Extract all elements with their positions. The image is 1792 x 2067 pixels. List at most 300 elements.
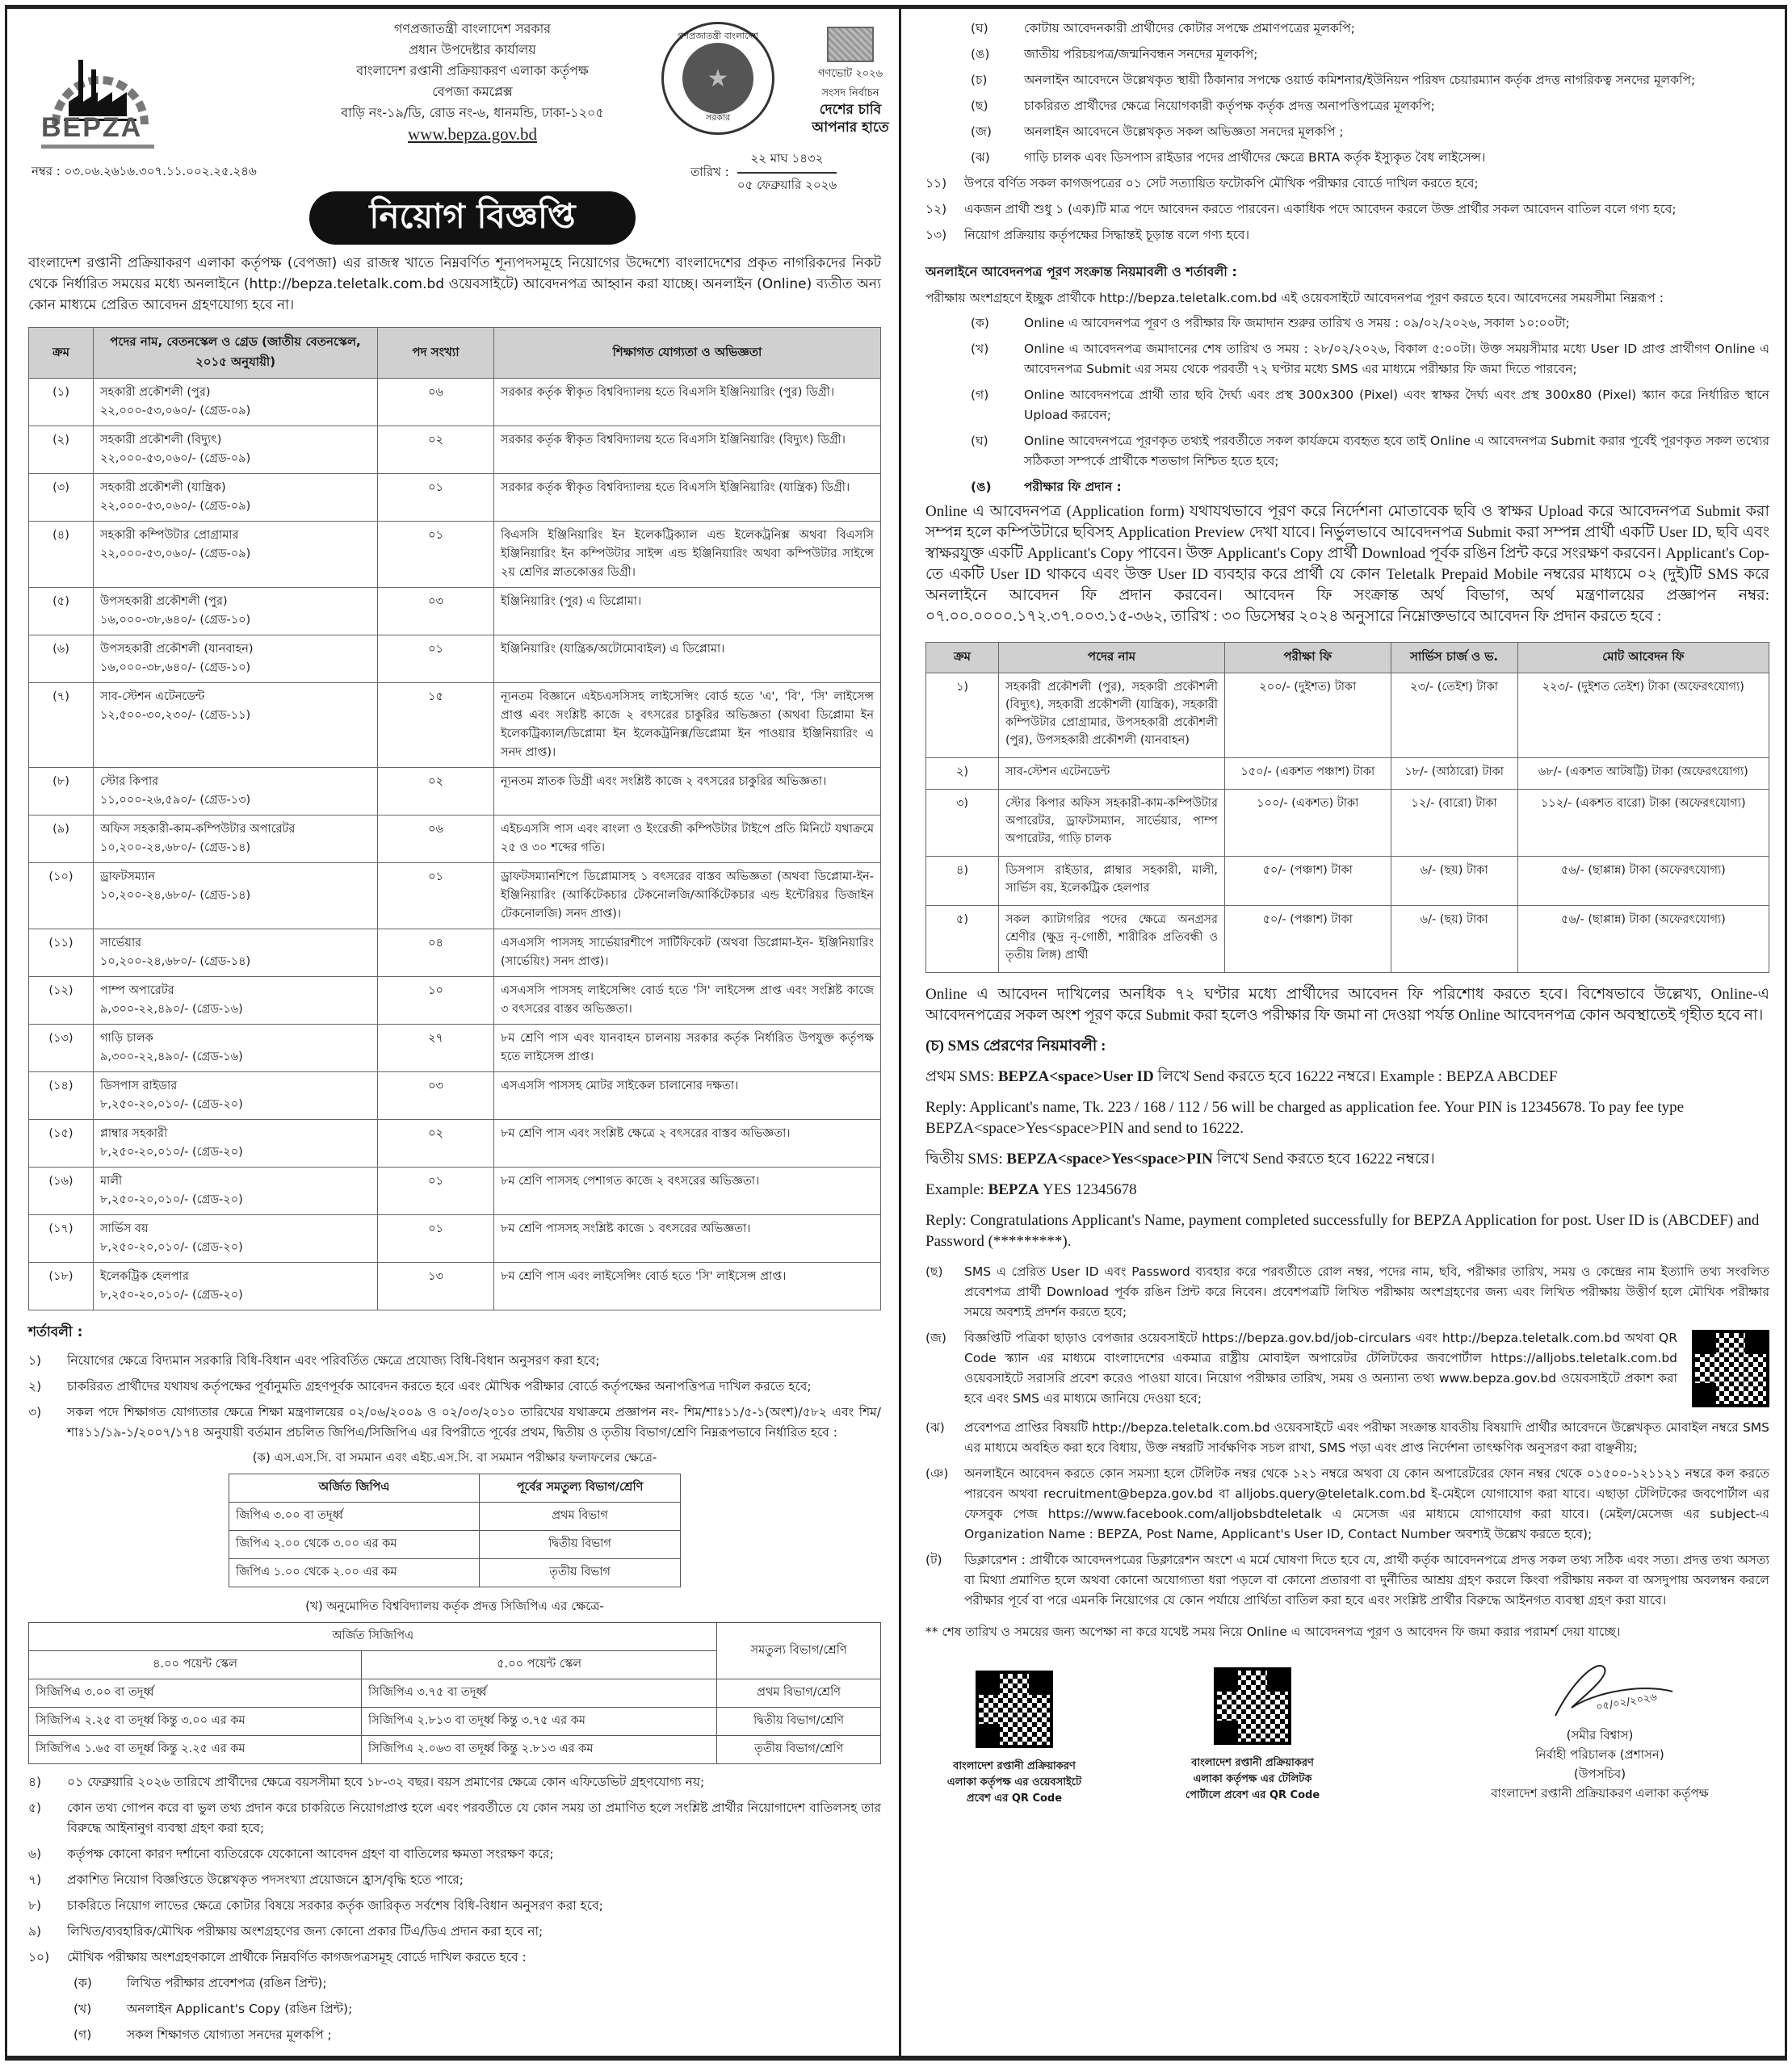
sms-first: প্রথম SMS: BEPZA<space>User ID লিখে Send করতে হবে 16222 নম্বরে। Example : BEPZA ABCDEF	[925, 1068, 1558, 1085]
table-row	[229, 1531, 681, 1559]
item-number: ১৩)	[925, 228, 947, 242]
sms-second-command: BEPZA<space>Yes<space>PIN	[1006, 1151, 1213, 1168]
list-item	[971, 313, 1769, 333]
post-qualification: ন্যূনতম বিজ্ঞানে এইচএসসিসহ লাইসেন্সিং বোর্ড হতে 'এ', 'বি', 'সি' লাইসেন্স প্রাপ্ত এবং সংশ্লিষ্ট কাজে ২ বৎসরের চাকুরির অভিজ্ঞতা (অথবা ডিপ্লোমা ইন ইলেকট্রিক্যাল/ডিপ্লোমা ইন ইলেকট্রনিক্স/ডিপ্লোমা ইন পাওয়ার ইঞ্জিনিয়ারিং এ সনদ প্রাপ্ত)।	[494, 683, 881, 768]
table-row	[229, 1503, 681, 1531]
list-item	[971, 148, 1769, 168]
post-name: স্টোর কিপার	[100, 775, 159, 788]
list-item	[971, 122, 1769, 142]
fee-col-post: পদের নাম	[999, 643, 1225, 673]
fee-col-exam: পরীক্ষা ফি	[1225, 643, 1391, 673]
posts-table	[28, 327, 881, 1310]
item-number: (ক)	[971, 316, 989, 330]
cgpa-5-scale: সিজিপিএ ২.৮১৩ বা তদূর্ধ্ব কিন্তু ৩.৭৫ এর কম	[362, 1708, 717, 1736]
item-text: একজন প্রার্থী শুধু ১ (এক)টি মাত্র পদে আবেদন করতে পারবেন। একাধিক পদে আবেদন করলে উক্ত প্রার্থীর সকল আবেদন বাতিল বলে গণ্য হবে;	[964, 202, 1677, 216]
list-item	[925, 1550, 1769, 1611]
exam-fee: ১৫০/- (একশত পঞ্চাশ) টাকা	[1225, 758, 1391, 790]
fee-serial: ২)	[926, 758, 999, 790]
table-row	[29, 1708, 881, 1736]
col-header-count: পদ সংখ্যা	[378, 328, 494, 379]
col-header-post: পদের নাম, বেতনস্কেল ও গ্রেড (জাতীয় বেতনস্কেল, ২০১৫ অনুযায়ী)	[94, 328, 378, 379]
item-number: (খ)	[971, 342, 989, 356]
job-circular-page	[5, 5, 1787, 2061]
sms-example: Example: BEPZA YES 12345678	[925, 1181, 1137, 1198]
fee-serial: ৪)	[926, 857, 999, 906]
item-number: (ক)	[73, 1976, 92, 1990]
logo-underline	[41, 145, 154, 149]
item-text: Online এ আবেদনপত্র পূরণ ও পরীক্ষার ফি জমাদান শুরুর তারিখ ও সময় : ০৯/০২/২০২৬, সকাল ১০:০০টা;	[1024, 316, 1570, 330]
sms-first-command: BEPZA<space>User ID	[997, 1068, 1154, 1085]
post-count: ০১	[378, 1215, 494, 1263]
online-rules-list	[925, 313, 1769, 472]
post-name-cell	[94, 522, 378, 588]
post-qualification: ইঞ্জিনিয়ারিং (পুর) এ ডিপ্লোমা।	[494, 588, 881, 635]
post-name-cell	[94, 588, 378, 635]
sms-reply-2: Reply: Congratulations Applicant's Name, payment completed successfully for BEPZA Application for post. User ID is (ABCDEF) and Password (*********).	[925, 1212, 1760, 1250]
item-number: (খ)	[73, 2002, 92, 2016]
item-text: নিয়োগের ক্ষেত্রে বিদ্যমান সরকারি বিধি-বিধান এবং পরিবর্তিত ক্ষেত্রে প্রযোজ্য বিধি-বিধান অনুসরণ করা হবে;	[67, 1353, 600, 1368]
item-number: (ঘ)	[971, 21, 988, 36]
post-serial: (২)	[29, 426, 94, 474]
bangladesh-map-icon: ★	[682, 43, 753, 114]
item-text: চাকরিতে নিয়োগ লাভের ক্ষেত্রে কোটার বিষয়ে সরকার কর্তৃক জারিকৃত সর্বশেষ বিধি-বিধান অনুসরণ করা হবে;	[67, 1898, 603, 1913]
exam-fee: ১০০/- (একশত) টাকা	[1225, 790, 1391, 857]
post-name: ড্রাফটসম্যান	[100, 870, 156, 883]
post-qualification: এসএসসি পাসসহ সার্ভেয়ারশীপে সার্টিফিকেট (অথবা ডিপ্লোমা-ইন- ইঞ্জিনিয়ারিং (সার্ভেয়িং) সনদ প্রাপ্ত)।	[494, 929, 881, 977]
seal-top-text: গণপ্রজাতন্ত্রী বাংলাদেশ	[678, 31, 758, 41]
cgpa-5-scale-header: ৫.০০ পয়েন্ট স্কেল	[362, 1651, 717, 1679]
list-item	[28, 1798, 881, 1838]
memo-number: নম্বর : ০৩.০৬.২৬১৬.৩০৭.১১.০০২.২৫.২৪৬	[31, 164, 257, 178]
list-item	[925, 1464, 1769, 1545]
item-text: সকল শিক্ষাগত যোগ্যতা সনদের মূলকপি ;	[127, 2027, 332, 2042]
item-number: (ট)	[925, 1553, 942, 1567]
list-item	[925, 199, 1769, 220]
list-item	[971, 339, 1769, 379]
cgpa-division: প্রথম বিভাগ/শ্রেণি	[717, 1679, 881, 1708]
job-circular-qr-code-icon[interactable]	[1692, 1330, 1769, 1407]
online-heading: অনলাইনে আবেদনপত্র পূরণ সংক্রান্ত নিয়মাবলী ও শর্তাবলী :	[925, 264, 1237, 279]
post-qualification: এসএসসি পাসসহ মোটর সাইকেল চালানোর দক্ষতা।	[494, 1072, 881, 1120]
item-number: (ঝ)	[925, 1420, 945, 1435]
post-name: সহকারী প্রকৌশলী (বিদ্যুৎ)	[100, 434, 222, 447]
post-name-cell	[94, 768, 378, 815]
cgpa-4-scale: সিজিপিএ ৩.০০ বা তদূর্ধ্ব	[29, 1679, 362, 1708]
list-item	[925, 1418, 1769, 1458]
vote-slogan2: আপনার হাতে	[812, 119, 889, 136]
table-row	[29, 1072, 881, 1120]
item-number: (ঙ)	[971, 47, 990, 61]
post-qualification: সরকার কর্তৃক স্বীকৃত বিশ্ববিদ্যালয় হতে বিএসসি ইঞ্জিনিয়ারিং (বিদ্যুৎ) ডিগ্রী।	[494, 426, 881, 474]
item-text: লিখিত পরীক্ষার প্রবেশপত্র (রঙিন প্রিন্ট);	[127, 1976, 327, 1990]
post-name: মালী	[100, 1175, 123, 1188]
post-serial: (৬)	[29, 635, 94, 683]
post-qualification: ৮ম শ্রেণি পাস এবং সংশ্লিষ্ট ক্ষেত্রে ২ বৎসরের বাস্তব অভিজ্ঞতা।	[494, 1120, 881, 1168]
post-count: ০২	[378, 1120, 494, 1168]
total-fee: ৫৬/- (ছাপ্পান্ন) টাকা (অফেরৎযোগ্য)	[1517, 906, 1769, 973]
post-qualification: ৮ম শ্রেণি পাস এবং যানবাহন চালনায় সরকার কর্তৃক নির্ধারিত উপযুক্ত কর্তৃপক্ষ হতে লাইসেন্স প্রাপ্ত।	[494, 1025, 881, 1072]
post-qualification: ৮ম শ্রেণি পাসসহ পেশাগত কাজে ২ বৎসরের অভিজ্ঞতা।	[494, 1168, 881, 1215]
item-number: (ছ)	[971, 99, 988, 113]
total-fee: ১১২/- (একশত বারো) টাকা (অফেরৎযোগ্য)	[1517, 790, 1769, 857]
website-qr-block	[942, 1671, 1087, 1807]
terms-list	[28, 1351, 881, 1443]
item-number: (ছ)	[925, 1264, 943, 1279]
post-name: পাম্প অপারেটর	[100, 984, 174, 997]
post-name-cell	[94, 1120, 378, 1168]
sms-heading: (চ) SMS প্রেরণের নিয়মাবলী :	[925, 1038, 1106, 1054]
post-name-cell	[94, 929, 378, 977]
gpa-table	[229, 1474, 681, 1587]
post-count: ০৪	[378, 929, 494, 977]
gpa-division: দ্বিতীয় বিভাগ	[480, 1531, 681, 1559]
list-item	[971, 96, 1769, 116]
post-qualification: ন্যূনতম স্নাতক ডিগ্রী এবং সংশ্লিষ্ট কাজে ২ বৎসরের চাকুরির অভিজ্ঞতা।	[494, 768, 881, 815]
post-name-cell	[94, 683, 378, 768]
table-row	[29, 522, 881, 588]
organization-block	[230, 19, 715, 145]
cgpa-division: তৃতীয় বিভাগ/শ্রেণি	[717, 1736, 881, 1764]
list-item	[925, 1262, 1769, 1323]
total-fee: ৬৮/- (একশত আটষট্টি) টাকা (অফেরৎযোগ্য)	[1517, 758, 1769, 790]
pay-scale: ১০,২০০-২৪,৬৮০/- (গ্রেড-১৪)	[100, 955, 251, 968]
post-name: ইলেকট্রিক হেলপার	[100, 1270, 189, 1283]
documents-list	[28, 1973, 881, 2045]
date-bangla: ২২ মাঘ ১৪৩২	[737, 149, 837, 174]
service-charge: ২৩/- (তেইশ) টাকা	[1391, 673, 1517, 758]
fee-serial: ৫)	[926, 906, 999, 973]
header	[28, 9, 889, 251]
post-serial: (৩)	[29, 474, 94, 522]
post-name: উপসহকারী প্রকৌশলী (যানবাহন)	[100, 643, 254, 656]
service-charge: ৬/- (ছয়) টাকা	[1391, 857, 1517, 906]
list-item	[971, 431, 1769, 472]
post-name-cell	[94, 635, 378, 683]
item-number: ৯)	[28, 1924, 42, 1939]
vote-line1: গণভোট ২০২৬	[817, 68, 883, 80]
item-text: প্রকাশিত নিয়োগ বিজ্ঞপ্তিতে উল্লেখকৃত পদসংখ্যা প্রয়োজনে হ্রাস/বৃদ্ধি হতে পারে;	[67, 1872, 464, 1887]
signer-title: নির্বাহী পরিচালক (প্রশাসন)	[1535, 1747, 1664, 1762]
fee-posts: সহকারী প্রকৌশলী (পুর), সহকারী প্রকৌশলী (বিদ্যুৎ), সহকারী প্রকৌশলী (যান্ত্রিক), সহকারী কম্পিউটার প্রোগ্রামার, উপসহকারী প্রকৌশলী (পুর), উপসহকারী প্রকৌশলী (যানবাহন)	[999, 673, 1225, 758]
pay-scale: ১০,২০০-২৪,৬৮০/- (গ্রেড-১৪)	[100, 841, 251, 854]
pay-scale: ৮,২৫০-২০,০১০/- (গ্রেড-২০)	[100, 1098, 243, 1111]
table-row	[29, 1215, 881, 1263]
website-qr-caption: বাংলাদেশ রপ্তানী প্রক্রিয়াকরণ এলাকা কর্তৃপক্ষ এর ওয়েবসাইটে প্রবেশ এর QR Code	[946, 1760, 1082, 1805]
list-item	[925, 174, 1769, 194]
service-charge: ১৮/- (আঠারো) টাকা	[1391, 758, 1517, 790]
post-count: ০১	[378, 863, 494, 929]
item-number: ১০)	[28, 1950, 50, 1964]
item-number: (ঝ)	[971, 150, 990, 165]
table-row	[29, 588, 881, 635]
item-number: ২)	[28, 1379, 42, 1394]
list-item	[971, 70, 1769, 90]
gpa-range: জিপিএ ১.০০ থেকে ২.০০ এর কম	[229, 1559, 480, 1587]
item-number: (ঘ)	[971, 434, 988, 448]
post-name: অফিস সহকারী-কাম-কম্পিউটার অপারেটর	[100, 823, 296, 836]
item-text: জাতীয় পরিচয়পত্র/জন্মনিবন্ধন সনদের মূলকপি;	[1024, 47, 1258, 61]
post-name-cell	[94, 863, 378, 929]
cgpa-4-scale: সিজিপিএ ১.৬৫ বা তদূর্ধ্ব কিন্তু ২.২৫ এর কম	[29, 1736, 362, 1764]
pay-scale: ৮,২৫০-২০,০১০/- (গ্রেড-২০)	[100, 1241, 243, 1254]
fee-table	[925, 642, 1769, 973]
list-item	[28, 1402, 881, 1443]
item-text: উপরে বর্ণিত সকল কাগজপত্রের ০১ সেট সত্যায়িত ফটোকপি মৌখিক পরীক্ষার বোর্ডে দাখিল করতে হবে;	[964, 176, 1479, 191]
post-name-cell	[94, 426, 378, 474]
post-count: ০১	[378, 635, 494, 683]
post-serial: (১)	[29, 379, 94, 426]
post-name-cell	[94, 815, 378, 863]
list-item	[28, 1351, 881, 1371]
post-name-cell	[94, 379, 378, 426]
item-text: অনলাইন আবেদনে উল্লেখকৃত সকল অভিজ্ঞতা সনদের মূলকপি ;	[1024, 124, 1344, 139]
deadline-advice: ** শেষ তারিখ ও সময়ের জন্য অপেক্ষা না করে যথেষ্ট সময় নিয়ে Online এ আবেদনপত্র পূরণ ও আবেদন ফি জমা করার পরামর্শ দেয়া যাচ্ছে।	[925, 1625, 1621, 1639]
post-name-cell	[94, 1072, 378, 1120]
item-text: প্রবেশপত্র প্রাপ্তির বিষয়টি http://bepza.teletalk.com.bd ওয়েবসাইটে এবং পরীক্ষা সংক্রান্ত যাবতীয় বিষয়াদি প্রার্থীর আবেদনে উল্লেখকৃত মোবাইল নম্বরে SMS এর মাধ্যমে অবহিত করা হবে বিধায়, উক্ত নম্বরটি সার্বক্ষণিক সচল রাখা, SMS পড়া এবং প্রাপ্ত নির্দেশনা তাৎক্ষণিক অনুসরণ করা বাঞ্ছনীয়;	[964, 1420, 1769, 1455]
post-serial: (১৭)	[29, 1215, 94, 1263]
post-count: ১০	[378, 977, 494, 1025]
website-qr-code-icon[interactable]	[976, 1671, 1053, 1748]
gpa-header-equiv: পূর্বের সমতুল্য বিভাগ/শ্রেণি	[480, 1474, 681, 1503]
seal-bottom-text: সরকার	[705, 112, 731, 123]
item-number: ৮)	[28, 1898, 42, 1913]
list-item	[971, 44, 1769, 65]
list-item	[28, 1948, 881, 1968]
item-number: (চ)	[971, 73, 988, 87]
post-qualification: ইঞ্জিনিয়ারিং (যান্ত্রিক/অটোমোবাইল) এ ডিপ্লোমা।	[494, 635, 881, 683]
item-text: চাকরিরত প্রার্থীদের যথাযথ কর্তৃপক্ষের পূর্বানুমতি গ্রহণপূর্বক আবেদন করতে হবে এবং মৌখিক পরীক্ষার বোর্ডে কর্তৃপক্ষের অনাপত্তিপত্র দাখিল করতে হবে;	[67, 1379, 812, 1394]
post-name: গাড়ি চালক	[100, 1032, 153, 1045]
org-line: বাড়ি নং-১৯/ডি, রোড নং-৬, ধানমন্ডি, ঢাকা-১২০৫	[341, 105, 604, 120]
table-row	[29, 474, 881, 522]
signature-block	[1467, 1651, 1733, 1803]
signer-org: বাংলাদেশ রপ্তানী প্রক্রিয়াকরণ এলাকা কর্তৃপক্ষ	[1491, 1786, 1709, 1801]
list-item	[28, 1896, 881, 1916]
table-row	[926, 758, 1769, 790]
vote-line2: সংসদ নির্বাচন	[821, 87, 879, 99]
item-number: (গ)	[971, 388, 989, 402]
post-count: ০৬	[378, 815, 494, 863]
col-header-qualification: শিক্ষাগত যোগ্যতা ও অভিজ্ঞতা	[494, 328, 881, 379]
item-number: (জ)	[925, 1331, 946, 1345]
online-intro: পরীক্ষায় অংশগ্রহণে ইচ্ছুক প্রার্থীকে http://bepza.teletalk.com.bd এই ওয়েবসাইটে আবেদনপত্র পূরণ করতে হবে। আবেদনের সময়সীমা নিম্নরূপ :	[925, 291, 1664, 305]
cgpa-caption: (খ) অনুমোদিত বিশ্ববিদ্যালয় কর্তৃক প্রদত্ত সিজিপিএ এর ক্ষেত্রে-	[305, 1599, 604, 1613]
post-count: ০৬	[378, 379, 494, 426]
teletalk-qr-block	[1184, 1667, 1321, 1804]
fee-col-service: সার্ভিস চার্জ ও ভ.	[1391, 643, 1517, 673]
post-name: সহকারী কম্পিউটার প্রোগ্রামার	[100, 529, 239, 542]
list-item	[925, 1328, 1769, 1412]
pay-scale: ১১,০০০-২৬,৫৯০/- (গ্রেড-১৩)	[100, 794, 251, 807]
left-column	[7, 9, 899, 2056]
item-number: (গ)	[73, 2027, 92, 2042]
pay-scale: ১৬,০০০-৩৮,৬৪০/- (গ্রেড-১০)	[100, 661, 251, 674]
list-item	[28, 1870, 881, 1890]
post-serial: (১৪)	[29, 1072, 94, 1120]
post-count: ০২	[378, 426, 494, 474]
signer-rank: (উপসচিব)	[1573, 1767, 1626, 1781]
gpa-range: জিপিএ ২.০০ থেকে ৩.০০ এর কম	[229, 1531, 480, 1559]
post-count: ০৩	[378, 588, 494, 635]
signature-icon	[1467, 1651, 1733, 1725]
table-row	[29, 683, 881, 768]
gpa-division: প্রথম বিভাগ	[480, 1503, 681, 1531]
website-link[interactable]: www.bepza.gov.bd	[408, 124, 537, 144]
item-text: অনলাইন আবেদনে উল্লেখকৃত স্থায়ী ঠিকানার সপক্ষে ওয়ার্ড কমিশনার/ইউনিয়ন পরিষদ চেয়ারম্যান কর্তৃক প্রদত্ত নাগরিকত্ব সনদের মূলকপি;	[1024, 73, 1696, 87]
post-serial: (৭)	[29, 683, 94, 768]
item-text: ডিক্লারেশন : প্রার্থীকে আবেদনপত্রের ডিক্লারেশন অংশে এ মর্মে ঘোষণা দিতে হবে যে, প্রার্থী কর্তৃক আবেদনপত্রে প্রদত্ত সকল তথ্য সঠিক এবং সত্য। প্রদত্ত তথ্য অসত্য বা মিথ্যা প্রমাণিত হলে অথবা কোনো অযোগ্যতা ধরা পড়লে বা কোনো প্রতারণা বা দুর্নীতির আশ্রয় গ্রহণ করলে কিংবা পরীক্ষায় নকল বা অসদুপায় অবলম্বন করলে পরীক্ষার পূর্বে বা পরে এমনকি নিয়োগের যে কোন পর্যায়ে প্রার্থিতা বাতিল করা হবে এবং সংশ্লিষ্ট প্রার্থীর বিরুদ্ধে আইনগত ব্যবস্থা গ্রহণ করা যাবে।	[964, 1553, 1769, 1608]
post-qualification: সরকার কর্তৃক স্বীকৃত বিশ্ববিদ্যালয় হতে বিএসসি ইঞ্জিনিয়ারিং (পুর) ডিগ্রী।	[494, 379, 881, 426]
table-row	[29, 1120, 881, 1168]
list-item	[28, 1844, 881, 1864]
post-name-cell	[94, 1215, 378, 1263]
fee-col-serial: ক্রম	[926, 643, 999, 673]
item-text: মৌখিক পরীক্ষায় অংশগ্রহণকালে প্রার্থীকে নিম্নবর্ণিত কাগজপত্রসমূহ বোর্ডে দাখিল করতে হবে :	[67, 1950, 527, 1964]
table-row	[29, 1025, 881, 1072]
pay-scale: ১০,২০০-২৪,৬৮০/- (গ্রেড-১৪)	[100, 889, 251, 902]
post-name-cell	[94, 1025, 378, 1072]
col-header-serial: ক্রম	[29, 328, 94, 379]
post-serial: (১৫)	[29, 1120, 94, 1168]
item-number: (জ)	[971, 124, 992, 139]
item-text: অনলাইন Applicant's Copy (রঙিন প্রিন্ট);	[127, 2002, 353, 2016]
table-row	[926, 906, 1769, 973]
table-row	[29, 1736, 881, 1764]
pay-scale: ৮,২৫০-২০,০১০/- (গ্রেড-২০)	[100, 1193, 243, 1206]
item-text: নিয়োগ প্রক্রিয়ায় কর্তৃপক্ষের সিদ্ধান্তই চূড়ান্ত বলে গণ্য হবে।	[964, 228, 1250, 242]
list-item	[28, 1772, 881, 1792]
org-line: প্রধান উপদেষ্টার কার্যালয়	[409, 42, 536, 57]
table-row	[29, 1168, 881, 1215]
fee-posts: সাব-স্টেশন এটেনডেন্ট	[999, 758, 1225, 790]
post-qualification: বিএসসি ইঞ্জিনিয়ারিং ইন ইলেকট্রিক্যাল এন্ড ইলেকট্রনিক্স অথবা বিএসসি ইঞ্জিনিয়ারিং ইন কম্পিউটার সাইন্স এন্ড ইঞ্জিনিয়ারিং অথবা কম্পিউটার সাইন্সে ২য় শ্রেণির স্নাতকোত্তর ডিগ্রী।	[494, 522, 881, 588]
pay-scale: ২২,০০০-৫৩,০৬০/- (গ্রেড-০৯)	[100, 500, 251, 513]
table-row	[29, 863, 881, 929]
item-text: সকল পদে শিক্ষাগত যোগ্যতার ক্ষেত্রে শিক্ষা মন্ত্রণালয়ের ০২/০৬/২০০৯ ও ০২/০৩/২০১০ তারিখের যথাক্রমে প্রজ্ঞাপন নং- শিম/শাঃ১১/৫-১(অংশ)/৫৮২ এবং শিম/শাঃ১১/১৯-১/২০০৭/১৭৪ অনুযায়ী বর্তমান প্রচলিত জিপিএ/সিজিপিএ এর বিপরীতে পূর্বের প্রথম, দ্বিতীয় ও তৃতীয় বিভাগ/শ্রেণি নিম্নরূপভাবে নির্ধারিত হবে :	[67, 1405, 881, 1440]
intro-paragraph: বাংলাদেশ রপ্তানী প্রক্রিয়াকরণ এলাকা কর্তৃপক্ষ (বেপজা) এর রাজস্ব খাতে নিম্নবর্ণিত শূন্যপদসমূহে নিয়োগের উদ্দেশ্যে বাংলাদেশের প্রকৃত নাগরিকদের নিকট থেকে নির্ধারিত সময়ের মধ্যে অনলাইনে (http://bepza.teletalk.com.bd ওয়েবসাইটে) আবেদনপত্র আহ্বান করা যাচ্ছে। অনলাইন (Online) ব্যতীত অন্য কোন মাধ্যমে প্রেরিত আবেদন গ্রহণযোগ্য হবে না।	[28, 255, 881, 313]
service-charge: ১২/- (বারো) টাকা	[1391, 790, 1517, 857]
post-count: ০২	[378, 768, 494, 815]
exam-fee: ৫০/- (পঞ্চাশ) টাকা	[1225, 906, 1391, 973]
table-row	[29, 635, 881, 683]
list-item	[73, 1999, 881, 2019]
additional-rules-list	[925, 1262, 1769, 1611]
page-title: নিয়োগ বিজ্ঞপ্তি	[309, 191, 636, 245]
gpa-header-earned: অর্জিত জিপিএ	[229, 1474, 480, 1503]
post-qualification: ৮ম শ্রেণি পাস এবং লাইসেন্সিং বোর্ড হতে 'সি' লাইসেন্স প্রাপ্ত।	[494, 1263, 881, 1310]
fee-posts: ডিসপাস রাইডার, প্লাম্বার সহকারী, মালী, সার্ভিস বয়, ইলেকট্রিক হেলপার	[999, 857, 1225, 906]
terms-heading: শর্তাবলী :	[28, 1324, 83, 1340]
terms-list-continued	[28, 1772, 881, 1968]
table-row	[29, 815, 881, 863]
sms-second: দ্বিতীয় SMS: BEPZA<space>Yes<space>PIN লিখে Send করতে হবে 16222 নম্বরে।	[925, 1151, 1435, 1168]
table-row	[29, 977, 881, 1025]
post-serial: (১২)	[29, 977, 94, 1025]
post-name: সহকারী প্রকৌশলী (যান্ত্রিক)	[100, 481, 226, 494]
fee-serial: ৩)	[926, 790, 999, 857]
org-line: বাংলাদেশ রপ্তানী প্রক্রিয়াকরণ এলাকা কর্তৃপক্ষ	[356, 63, 589, 78]
list-item	[28, 1377, 881, 1397]
post-qualification: ৮ম শ্রেণি পাসসহ সংশ্লিষ্ট কাজে ১ বৎসরের অভিজ্ঞতা।	[494, 1215, 881, 1263]
list-item	[73, 1973, 881, 1994]
table-row	[29, 426, 881, 474]
post-qualification: এসএসসি পাসসহ লাইসেন্সিং বোর্ড হতে 'সি' লাইসেন্স প্রাপ্ত এবং সংশ্লিষ্ট কাজে ৩ বৎসরের বাস্তব অভিজ্ঞতা।	[494, 977, 881, 1025]
pay-scale: ২২,০০০-৫৩,০৬০/- (গ্রেড-০৯)	[100, 405, 251, 417]
table-row	[29, 768, 881, 815]
list-item	[971, 385, 1769, 426]
table-row	[229, 1559, 681, 1587]
post-name: উপসহকারী প্রকৌশলী (পুর)	[100, 595, 228, 608]
pay-scale: ৮,২৫০-২০,০১০/- (গ্রেড-২০)	[100, 1289, 243, 1302]
item-text: চাকরিরত প্রার্থীদের ক্ষেত্রে নিয়োগকারী কর্তৃপক্ষ কর্তৃক প্রদত্ত অনাপত্তিপত্রের মূলকপি;	[1024, 99, 1435, 113]
item-number: ১১)	[925, 176, 947, 191]
exam-fee: ২০০/- (দুইশত) টাকা	[1225, 673, 1391, 758]
post-name-cell	[94, 474, 378, 522]
post-serial: (৪)	[29, 522, 94, 588]
teletalk-qr-code-icon[interactable]	[1214, 1667, 1291, 1745]
total-fee: ২২৩/- (দুইশত তেইশ) টাকা (অফেরৎযোগ্য)	[1517, 673, 1769, 758]
post-serial: (৯)	[29, 815, 94, 863]
table-row	[29, 379, 881, 426]
item-number: ১)	[28, 1353, 42, 1368]
post-name: সার্ভেয়ার	[100, 937, 142, 950]
date-label: তারিখ :	[690, 164, 729, 179]
item-text: গাড়ি চালক এবং ডিসপাস রাইডার পদের প্রার্থীদের ক্ষেত্রে BRTA কর্তৃক ইস্যুকৃত বৈধ লাইসেন্স।	[1024, 150, 1486, 165]
item-text: অনলাইনে আবেদন করতে কোন সমস্যা হলে টেলিটক নম্বর থেকে ১২১ নম্বরে অথবা যে কোন অপারেটরের ফোন নম্বর থেকে ০১৫০০-১২১১২১ নম্বরে কল করতে পারবেন অথবা recruitment@bepza.gov.bd বা alljobs.query@teletalk.com.bd ই-মেইলে যোগাযোগ করা যাবে। এছাড়া টেলিটকের জবপোর্টাল এর ফেসবুক পেজ https://www.facebook.com/alljobsbdteletalk এ মেসেজ এর মাধ্যমে যোগাযোগ করা যাবে। (মেইল/মেসেজ এর subject-এ Organization Name : BEPZA, Post Name, Applicant's User ID, Contact Number অবশ্যই উল্লেখ করতে হবে);	[964, 1466, 1769, 1541]
footer	[925, 1651, 1769, 1821]
item-text: কোটায় আবেদনকারী প্রার্থীদের কোটার সপক্ষে প্রমাণপত্রের মূলকপি;	[1024, 21, 1355, 36]
post-name: ডিসপাস রাইডার	[100, 1080, 178, 1092]
cgpa-5-scale: সিজিপিএ ২.০৬৩ বা তদূর্ধ্ব কিন্তু ২.৮১৩ এর কম	[362, 1736, 717, 1764]
cgpa-equiv-header: সমতুল্য বিভাগ/শ্রেণি	[717, 1623, 881, 1679]
item-text: বিজ্ঞপ্তিটি পত্রিকা ছাড়াও বেপজার ওয়েবসাইটে https://bepza.gov.bd/job-circulars এবং http://bepza.teletalk.com.bd অথবা QR Code স্ক্যান এর মাধ্যমে বাংলাদেশের একমাত্র রাষ্ট্রীয় মোবাইল অপারেটর টেলিটকের জবপোর্টাল https://alljobs.teletalk.com.bd ওয়েবসাইটে সরাসরি প্রবেশ করেও পাওয়া যাবে। নিয়োগ পরীক্ষার তারিখ, সময় ও অন্যান্য তথ্য www.bepza.gov.bd ওয়েবসাইটে প্রকাশ করা হবে এবং SMS এর মাধ্যমে জানিয়ে দেওয়া হবে;	[964, 1328, 1769, 1412]
item-text: Online আবেদনপত্রে প্রার্থী তার ছবি দৈর্ঘ্য এবং প্রস্থ 300x300 (Pixel) এবং স্বাক্ষর দৈর্ঘ্য এবং প্রস্থ 300x80 (Pixel) স্ক্যান করে নির্ধারিত স্থানে Upload করবেন;	[1024, 388, 1769, 422]
gpa-range: জিপিএ ৩.০০ বা তদূর্ধ্ব	[229, 1503, 480, 1531]
pay-scale: ১২,৫০০-৩০,২৩০/- (গ্রেড-১১)	[100, 709, 251, 722]
table-row	[926, 857, 1769, 906]
cgpa-4-scale-header: ৪.০০ পয়েন্ট স্কেল	[29, 1651, 362, 1679]
item-text: কর্তৃপক্ষ কোনো কারণ দর্শানো ব্যতিরেকে যেকোনো আবেদন গ্রহণ বা বাতিলের ক্ষমতা সংরক্ষণ করে;	[67, 1847, 554, 1861]
item-number: ৭)	[28, 1872, 42, 1887]
teletalk-qr-caption: বাংলাদেশ রপ্তানী প্রক্রিয়াকরণ এলাকা কর্তৃপক্ষ এর টেলিটক পোর্টালে প্রবেশ এর QR Code	[1185, 1757, 1320, 1801]
post-name-cell	[94, 1263, 378, 1310]
post-count: ০১	[378, 474, 494, 522]
pay-scale: ৮,২৫০-২০,০১০/- (গ্রেড-২০)	[100, 1146, 243, 1159]
post-name: সার্ভিস বয়	[100, 1222, 149, 1235]
item-text: লিখিত/ব্যবহারিক/মৌখিক পরীক্ষায় অংশগ্রহণের জন্য কোনো প্রকার টিএ/ডিএ প্রদান করা হবে না;	[67, 1924, 543, 1939]
right-column	[899, 9, 1787, 2056]
after-fee-note: Online এ আবেদন দাখিলের অনধিক ৭২ ঘণ্টার মধ্যে প্রার্থীদের আবেদন ফি পরিশোধ করতে হবে। বিশেষভাবে উল্লেখ্য, Online-এ আবেদনপত্রের সকল অংশ পূরণ করে Submit করা হলেও পরীক্ষার ফি জমা না দেওয়া পর্যন্ত Online আবেদনপত্র কোন অবস্থাতেই গৃহীত হবে না।	[925, 986, 1769, 1024]
gpa-division: তৃতীয় বিভাগ	[480, 1559, 681, 1587]
exam-fee: ৫০/- (পঞ্চাশ) টাকা	[1225, 857, 1391, 906]
post-name-cell	[94, 1168, 378, 1215]
terms-list-final	[925, 174, 1769, 245]
item-text: Online এ আবেদনপত্র জমাদানের শেষ তারিখ ও সময় : ২৮/০২/২০২৬, বিকাল ৫:০০টা। উক্ত সময়সীমার মধ্যে User ID প্রাপ্ত প্রার্থীগণ Online এ আবেদনপত্র Submit এর সময় থেকে পরবর্তী ৭২ ঘণ্টার মধ্যে SMS এর মাধ্যমে পরীক্ষার ফি জমা দিতে পারবেন;	[1024, 342, 1769, 376]
fee-serial: ১)	[926, 673, 999, 758]
post-name: সহকারী প্রকৌশলী (পুর)	[100, 386, 211, 399]
post-qualification: এইচএসসি পাস এবং বাংলা ও ইংরেজী কম্পিউটার টাইপে প্রতি মিনিটে যথাক্রমে ২৫ ও ৩০ শব্দের গতি।	[494, 815, 881, 863]
post-count: ০১	[378, 1168, 494, 1215]
pay-scale: ৯,৩০০-২২,৪৯০/- (গ্রেড-১৬)	[100, 1003, 243, 1016]
fee-posts: সকল ক্যাটাগরির পদের ক্ষেত্রে অনগ্রসর শ্রেণীর (ক্ষুদ্র নৃ-গোষ্ঠী, শারীরিক প্রতিবন্ধী ও তৃতীয় লিঙ্গ) প্রার্থী	[999, 906, 1225, 973]
item-number: ৪)	[28, 1775, 42, 1789]
sms-reply-1: Reply: Applicant's name, Tk. 223 / 168 / 112 / 56 will be charged as application fee. Your PIN is 12345678. To pay fee type BEPZA<space>Yes<space>PIN and send to 16222.	[925, 1099, 1685, 1137]
documents-list-continued	[925, 19, 1769, 168]
table-row	[926, 790, 1769, 857]
table-row	[29, 1263, 881, 1310]
pay-scale: ৯,৩০০-২২,৪৯০/- (গ্রেড-১৬)	[100, 1050, 243, 1063]
post-qualification: ড্রাফটসম্যানশিপে ডিপ্লোমাসহ ১ বৎসরের বাস্তব অভিজ্ঞতা (অথবা ডিপ্লোমা-ইন-ইঞ্জিনিয়ারিং (আর্কিটেকচার টেকনোলজি/আর্কিটেকচার এন্ড ইন্টেরিয়র ডিজাইন টেকনোলজি) সনদ প্রাপ্ত)।	[494, 863, 881, 929]
